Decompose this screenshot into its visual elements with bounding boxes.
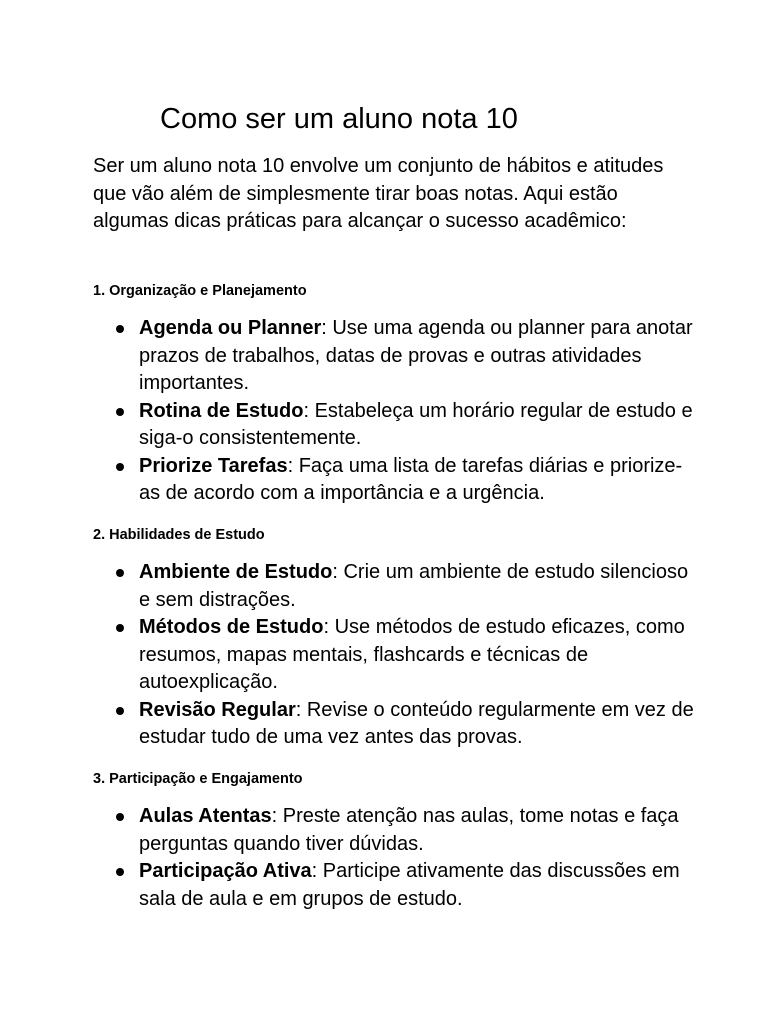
bullet-icon [116, 408, 124, 416]
item-text: : Use uma agenda ou planner para anotar prazos de trabalhos, datas de provas e outras atividades importantes. [139, 317, 693, 394]
bullet-icon [116, 569, 124, 577]
section-list-participacao [116, 803, 696, 913]
list-item [116, 559, 696, 614]
item-term: Revisão Regular [139, 698, 296, 721]
item-text: : Crie um ambiente de estudo silencioso e sem distrações. [139, 561, 689, 611]
bullet-icon [116, 463, 124, 471]
list-item [116, 315, 696, 398]
section-list-habilidades [116, 559, 696, 752]
section-heading-organizacao: 1. Organização e Planejamento [93, 283, 307, 299]
item-text: : Faça uma lista de tarefas diárias e priorize-as de acordo com a importância e a urgência. [139, 454, 683, 504]
list-item [116, 803, 696, 858]
list-item [116, 697, 696, 752]
item-text: : Preste atenção nas aulas, tome notas e faça perguntas quando tiver dúvidas. [139, 805, 679, 855]
list-item [116, 398, 696, 453]
item-term: Métodos de Estudo [139, 616, 324, 638]
intro-paragraph: Ser um aluno nota 10 envolve um conjunto de hábitos e atitudes que vão além de simplesmente tirar boas notas. Aqui estão algumas dicas práticas para alcançar o sucesso acadêmico: [93, 155, 664, 232]
item-text: : Use métodos de estudo eficazes, como resumos, mapas mentais, flashcards e técnicas de autoexplicação. [139, 616, 685, 693]
list-item [116, 614, 696, 697]
bullet-icon [116, 325, 124, 333]
item-term: Participação Ativa [139, 860, 312, 882]
section-heading-participacao: 3. Participação e Engajamento [93, 771, 303, 787]
item-term: Rotina de Estudo [139, 399, 304, 422]
item-term: Ambiente de Estudo [139, 561, 333, 583]
bullet-icon [116, 813, 124, 821]
list-item [116, 858, 696, 913]
section-list-organizacao [116, 315, 696, 508]
bullet-icon [116, 707, 124, 715]
bullet-icon [116, 624, 124, 632]
item-term: Aulas Atentas [139, 805, 272, 827]
section-heading-habilidades: 2. Habilidades de Estudo [93, 527, 265, 543]
item-term: Priorize Tarefas [139, 454, 288, 477]
document-title: Como ser um aluno nota 10 [160, 103, 518, 135]
item-text: : Participe ativamente das discussões em sala de aula e em grupos de estudo. [139, 860, 680, 910]
item-text: : Estabeleça um horário regular de estudo e siga-o consistentemente. [139, 399, 693, 449]
item-term: Agenda ou Planner [139, 317, 322, 339]
bullet-icon [116, 868, 124, 876]
list-item [116, 453, 696, 508]
item-text: : Revise o conteúdo regularmente em vez de estudar tudo de uma vez antes das provas. [139, 698, 694, 748]
